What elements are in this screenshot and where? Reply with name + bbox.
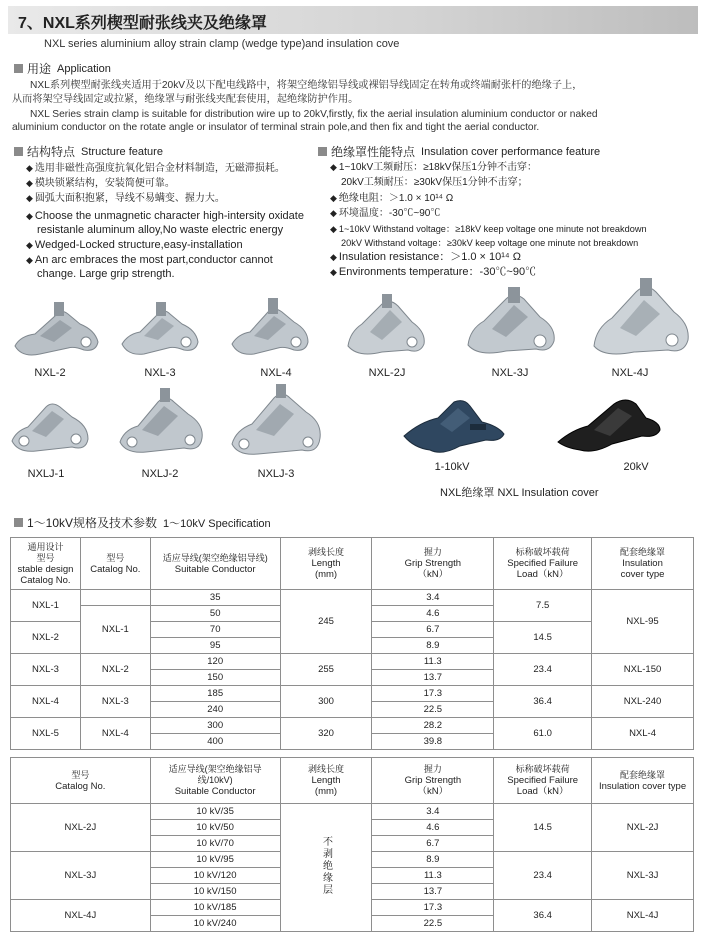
cell: 10 kV/35 xyxy=(150,804,280,820)
cell: 11.3 xyxy=(372,868,494,884)
header-length: 剥线长度 Length (mm) xyxy=(280,538,372,590)
cell: 61.0 xyxy=(494,718,592,750)
cell: 13.7 xyxy=(372,670,494,686)
header-catalog: 型号 Catalog No. xyxy=(11,758,151,804)
structure-bullet-en-1b: resistanle aluminum alloy,No waste electric energy xyxy=(37,224,284,236)
length-note-cell xyxy=(280,804,372,932)
cell: 4.6 xyxy=(372,820,494,836)
cell: 36.4 xyxy=(494,900,592,932)
insulation-cover-image-1-10kv xyxy=(400,396,508,458)
spec-heading xyxy=(14,514,271,531)
cell: 23.4 xyxy=(494,654,592,686)
structure-bullet-cn-2: ◆ 模块锁紧结构，安装简便可靠。 xyxy=(26,178,175,189)
header-grip: 握力 Grip Strength （kN） xyxy=(372,538,494,590)
cell: 17.3 xyxy=(372,900,494,916)
cover-title-cn: 绝缘罩性能特点 xyxy=(331,145,416,159)
header-cover: 配套绝缘罩 Insulation cover type xyxy=(592,758,694,804)
cell: NXL-2 xyxy=(11,622,81,654)
cell: NXL-3 xyxy=(11,654,81,686)
cell: NXL-1 xyxy=(80,606,150,654)
cover-line-8: ◆ Environments temperature：-30℃~90℃ xyxy=(330,266,537,278)
cell: 70 xyxy=(150,622,280,638)
cell: 10 kV/150 xyxy=(150,884,280,900)
cover-title-en: Insulation cover performance feature xyxy=(421,145,601,158)
cell: 10 kV/95 xyxy=(150,852,280,868)
clamp-image-nxl-3 xyxy=(118,298,203,362)
application-heading xyxy=(14,60,111,77)
product-label: NXL-3J xyxy=(491,367,529,379)
cell xyxy=(80,590,150,606)
cell: NXL-240 xyxy=(592,686,694,718)
spec-table-2 xyxy=(10,757,694,932)
cell: 245 xyxy=(280,590,372,654)
product-label: NXL-4 xyxy=(260,367,292,379)
cell: 7.5 xyxy=(494,590,592,622)
header-grip: 握力 Grip Strength （kN） xyxy=(372,758,494,804)
cell: 3.4 xyxy=(372,590,494,606)
cell: 17.3 xyxy=(372,686,494,702)
cell: 35 xyxy=(150,590,280,606)
structure-bullet-en-1: ◆ Choose the unmagnetic character high-intersity oxidate xyxy=(26,210,304,222)
cell: NXL-4 xyxy=(592,718,694,750)
cell: NXL-1 xyxy=(11,590,81,622)
cell: 39.8 xyxy=(372,734,494,750)
cell: 8.9 xyxy=(372,638,494,654)
spec-title-cn: 1～10kV规格及技术参数 xyxy=(27,516,158,530)
clamp-image-nxl-4 xyxy=(228,296,313,362)
table-row xyxy=(11,654,694,670)
section-square-icon xyxy=(318,147,327,156)
cell: 4.6 xyxy=(372,606,494,622)
application-line-2: 从而将架空导线固定或拉紧，绝缘罩与耐张线夹配套使用，起绝缘防护作用。 xyxy=(12,94,359,105)
cell: 13.7 xyxy=(372,884,494,900)
product-label: NXL-4J xyxy=(611,367,649,379)
cell: 14.5 xyxy=(494,804,592,852)
cover-heading xyxy=(318,143,600,160)
cell: 10 kV/120 xyxy=(150,868,280,884)
product-label: NXLJ-3 xyxy=(257,468,295,480)
cell: NXL-5 xyxy=(11,718,81,750)
product-label: NXL-3 xyxy=(144,367,176,379)
structure-title-cn: 结构特点 xyxy=(27,145,76,159)
cell: 255 xyxy=(280,654,372,686)
table-row xyxy=(11,590,694,606)
cell: NXL-2J xyxy=(592,804,694,852)
cell: 120 xyxy=(150,654,280,670)
cell: 240 xyxy=(150,702,280,718)
cell: 36.4 xyxy=(494,686,592,718)
cell: NXL-4J xyxy=(11,900,151,932)
cell: NXL-4 xyxy=(11,686,81,718)
header-catalog: 型号 Catalog No. xyxy=(80,538,150,590)
cover-line-3: ◆ 绝缘电阻：＞1.0 × 10¹⁴ Ω xyxy=(330,193,454,204)
header-length: 剥线长度 Length (mm) xyxy=(280,758,372,804)
cell: 95 xyxy=(150,638,280,654)
cell: 400 xyxy=(150,734,280,750)
cover-line-7: ◆ Insulation resistance：＞1.0 × 10¹⁴ Ω xyxy=(330,251,521,263)
table-header-row xyxy=(11,758,694,804)
table-row xyxy=(11,804,694,820)
cover-line-5: ◆ 1~10kV Withstand voltage：≥18kV keep voltage one minute not breakdown xyxy=(330,224,647,234)
cell: 300 xyxy=(150,718,280,734)
cell: NXL-95 xyxy=(592,590,694,654)
section-square-icon xyxy=(14,64,23,73)
section-square-icon xyxy=(14,518,23,527)
cell: 150 xyxy=(150,670,280,686)
cell: NXL-3J xyxy=(592,852,694,900)
page-title: 7、NXL系列楔型耐张线夹及绝缘罩 xyxy=(18,15,267,32)
application-line-3: NXL Series strain clamp is suitable for distribution wire up to 20kV,firstly, fix the aerial insulation aluminium conductor or naked xyxy=(30,109,598,120)
product-label: 1-10kV xyxy=(434,461,470,473)
application-title-en: Application xyxy=(57,62,111,75)
header-conductor: 适应导线(架空绝缘铝导线) Suitable Conductor xyxy=(150,538,280,590)
application-line-1: NXL系列楔型耐张线夹适用于20kV及以下配电线路中，将架空绝缘铝导线或裸铝导线固定在转角或终端耐张杆的绝缘子上， xyxy=(30,80,583,91)
cell: 50 xyxy=(150,606,280,622)
product-label: NXLJ-1 xyxy=(27,468,65,480)
clamp-image-nxl-2 xyxy=(10,296,105,364)
cell: 28.2 xyxy=(372,718,494,734)
table-header-row xyxy=(11,538,694,590)
structure-bullet-cn-3: ◆ 圆弧大面积抱紧，导线不易螨变、握力大。 xyxy=(26,193,225,204)
cell: 10 kV/70 xyxy=(150,836,280,852)
cell: 185 xyxy=(150,686,280,702)
product-label: NXL-2J xyxy=(368,367,406,379)
clamp-image-nxlj-3 xyxy=(228,382,326,462)
cell: NXL-3 xyxy=(80,686,150,718)
cell: 14.5 xyxy=(494,622,592,654)
cell: 320 xyxy=(280,718,372,750)
cell: 6.7 xyxy=(372,836,494,852)
header-design: 通用设计 型号 stable design Catalog No. xyxy=(11,538,81,590)
clamp-image-nxl-4j xyxy=(588,276,693,362)
cell: NXL-150 xyxy=(592,654,694,686)
cell: NXL-4J xyxy=(592,900,694,932)
table-row xyxy=(11,686,694,702)
spec-title-en: 1～10kV Specification xyxy=(163,517,271,530)
length-note: 不剥绝缘层 xyxy=(320,836,332,896)
cell: 6.7 xyxy=(372,622,494,638)
cell: NXL-4 xyxy=(80,718,150,750)
cover-line-1: ◆ 1~10kV工频耐压：≥18kV保压1分钟不击穿： xyxy=(330,162,537,173)
header-load: 标称破坏载荷 Specified Failure Load（kN） xyxy=(494,758,592,804)
insulation-cover-image-20kv xyxy=(554,390,664,456)
cell: 10 kV/240 xyxy=(150,916,280,932)
cell: 8.9 xyxy=(372,852,494,868)
cell: NXL-2 xyxy=(80,654,150,686)
section-square-icon xyxy=(14,147,23,156)
structure-bullet-cn-1: ◆ 选用非磁性高强度抗氧化铝合金材料制造，无磁滞损耗。 xyxy=(26,163,285,174)
structure-heading xyxy=(14,143,163,160)
spec-table-1 xyxy=(10,537,694,750)
header-conductor: 适应导线(架空绝缘铝导线/10kV) Suitable Conductor xyxy=(150,758,280,804)
product-label: NXL-2 xyxy=(34,367,66,379)
cell: 22.5 xyxy=(372,702,494,718)
cell: 23.4 xyxy=(494,852,592,900)
structure-bullet-en-3: ◆ An arc embraces the most part,conductor cannot xyxy=(26,254,273,266)
structure-bullet-en-3b: change. Large grip strength. xyxy=(37,268,175,280)
application-line-4: aluminium conductor on the rotate angle or insulator of terminal strain pole,and then fix and tight the aerial conductor. xyxy=(12,122,540,133)
structure-bullet-en-2: ◆ Wedged-Locked structure,easy-installation xyxy=(26,239,243,251)
clamp-image-nxl-2j xyxy=(342,292,432,362)
page-subtitle: NXL series aluminium alloy strain clamp (wedge type)and insulation cove xyxy=(44,38,400,50)
structure-title-en: Structure feature xyxy=(81,145,163,158)
cell: 10 kV/50 xyxy=(150,820,280,836)
cell: 300 xyxy=(280,686,372,718)
cell: 10 kV/185 xyxy=(150,900,280,916)
clamp-image-nxl-3j xyxy=(462,285,562,361)
header-cover: 配套绝缘罩 Insulation cover type xyxy=(592,538,694,590)
cell: 22.5 xyxy=(372,916,494,932)
cell: 11.3 xyxy=(372,654,494,670)
product-label: NXLJ-2 xyxy=(141,468,179,480)
application-title-cn: 用途 xyxy=(27,62,52,76)
clamp-image-nxlj-1 xyxy=(8,393,94,459)
insulation-cover-caption: NXL绝缘罩 NXL Insulation cover xyxy=(440,487,599,499)
cover-line-4: ◆ 环境温度：-30℃~90℃ xyxy=(330,208,441,219)
header-load: 标称破坏载荷 Specified Failure Load（kN） xyxy=(494,538,592,590)
cell: NXL-2J xyxy=(11,804,151,852)
cell: NXL-3J xyxy=(11,852,151,900)
product-label: 20kV xyxy=(623,461,649,473)
clamp-image-nxlj-2 xyxy=(116,386,208,460)
cell: 3.4 xyxy=(372,804,494,820)
table-row xyxy=(11,718,694,734)
cover-line-2: 20kV工频耐压：≥30kV保压1分钟不击穿； xyxy=(341,177,528,188)
cover-line-6: 20kV Withstand voltage：≥30kV keep voltage one minute not breakdown xyxy=(341,238,639,248)
